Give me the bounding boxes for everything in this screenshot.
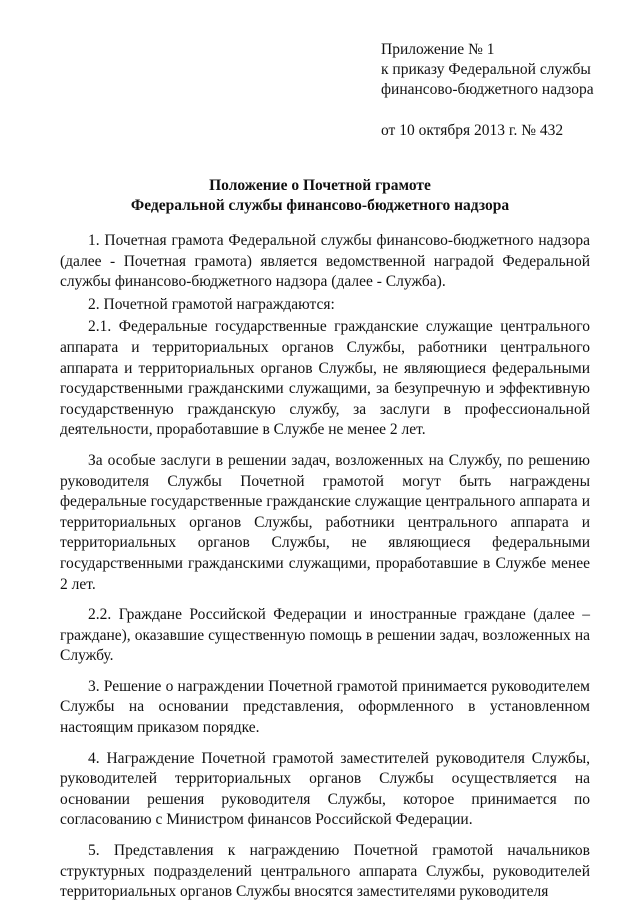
- title-line-2: Федеральной службы финансово-бюджетного надзора: [130, 197, 510, 214]
- paragraph-4: 4. Награждение Почетной грамотой заместителей руководителя Службы, руководителей территориальных органов Службы осуществляется на основании решения руководителя Службы, которое принимается по согласованию с Министром финансов Российской Федерации.: [60, 749, 590, 829]
- annex-date: от 10 октября 2013 г. № 432: [381, 122, 564, 139]
- document-title: [0, 176, 640, 216]
- title-line-1: Положение о Почетной грамоте: [209, 177, 431, 194]
- paragraph-2: 2. Почетной грамотой награждаются:: [88, 295, 335, 313]
- paragraph-2-2: 2.2. Граждане Российской Федерации и иностранные граждане (далее – граждане), оказавшие существенную помощь в решении задач, возложенных на Службу.: [60, 606, 590, 665]
- annex-order-ref: к приказу Федеральной службы: [381, 61, 591, 78]
- paragraph-2-1-special: За особые заслуги в решении задач, возложенных на Службу, по решению руководителя Службы Почетной грамотой могут быть награждены федеральные государственные гражданские служащие центрального аппарата и территориальных органов Службы, работники центрального аппарата и территориальных органов Службы, не являющиеся федеральными государственными гражданскими служащими, проработавшие в Службе менее 2 лет.: [60, 451, 590, 593]
- paragraph-2-1: 2.1. Федеральные государственные гражданские служащие центрального аппарата и территориальных органов Службы, работники центрального аппарата и территориальных органов Службы, не являющиеся федеральными государственными гражданскими служащими, за безупречную и эффективную государственную гражданскую службу, за заслуги в профессиональной деятельности, проработавшие в Службе не менее 2 лет.: [60, 318, 590, 439]
- paragraph-1: 1. Почетная грамота Федеральной службы финансово-бюджетного надзора (далее - Почетная грамота) является ведомственной наградой Федеральной службы финансово-бюджетного надзора (далее - Служба).: [60, 232, 590, 291]
- paragraph-5: 5. Представления к награждению Почетной грамотой начальников структурных подразделений центрального аппарата Службы, руководителей территориальных органов Службы вносятся заместителями руководителя: [60, 842, 590, 901]
- annex-agency: финансово-бюджетного надзора: [381, 81, 594, 98]
- document-body: [60, 231, 590, 905]
- annex-number: Приложение № 1: [381, 41, 495, 58]
- paragraph-3: 3. Решение о награждении Почетной грамотой принимается руководителем Службы на основании представления, оформленного в установленном настоящим приказом порядке.: [60, 677, 590, 737]
- annex-header: [381, 40, 594, 141]
